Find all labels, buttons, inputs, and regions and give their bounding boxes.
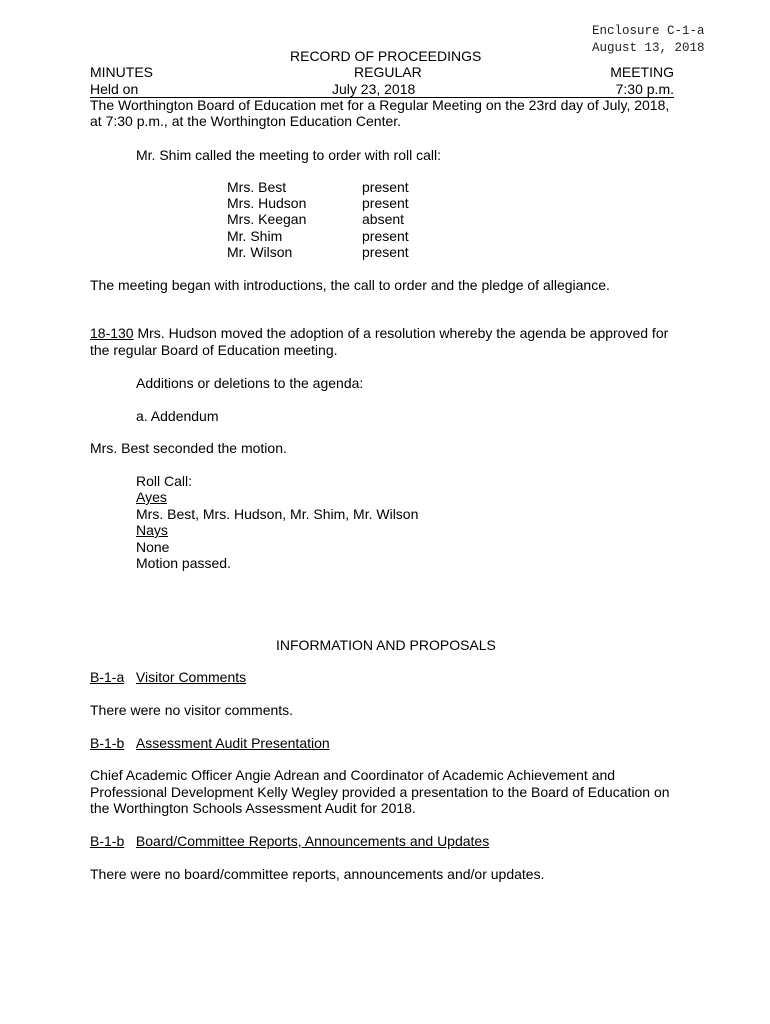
item-text: Chief Academic Officer Angie Adrean and Coordinator of Academic Achievement and bbox=[90, 767, 616, 783]
header-meeting: MEETING bbox=[610, 64, 674, 80]
attendance-name: Mr. Shim bbox=[227, 228, 283, 244]
item-text: There were no visitor comments. bbox=[90, 702, 294, 718]
item-heading bbox=[90, 669, 246, 685]
item-text: the Worthington Schools Assessment Audit for 2018. bbox=[90, 800, 416, 816]
item-heading bbox=[90, 735, 330, 751]
enclosure-label: Enclosure C-1-a bbox=[592, 24, 705, 38]
item-code: B-1-b bbox=[90, 735, 125, 751]
item-title: Visitor Comments bbox=[135, 669, 247, 685]
held-on-label: Held on bbox=[90, 81, 139, 97]
ayes-label: Ayes bbox=[136, 489, 167, 505]
seconded-text: Mrs. Best seconded the motion. bbox=[90, 440, 287, 456]
intro-line-2: at 7:30 p.m., at the Worthington Education Center. bbox=[90, 113, 402, 129]
attendance-name: Mr. Wilson bbox=[227, 244, 293, 260]
meeting-began-text: The meeting began with introductions, the call to order and the pledge of allegiance. bbox=[90, 277, 610, 293]
attendance-name: Mrs. Hudson bbox=[227, 195, 307, 211]
enclosure-date: August 13, 2018 bbox=[592, 41, 705, 55]
ayes-list: Mrs. Best, Mrs. Hudson, Mr. Shim, Mr. Wilson bbox=[136, 506, 419, 522]
resolution-text: Mrs. Hudson moved the adoption of a resolution whereby the agenda be approved for bbox=[133, 325, 669, 341]
section-title: INFORMATION AND PROPOSALS bbox=[276, 637, 496, 653]
attendance-name: Mrs. Best bbox=[227, 179, 287, 195]
item-title: Assessment Audit Presentation bbox=[135, 735, 330, 751]
agenda-additions: Additions or deletions to the agenda: bbox=[136, 375, 364, 391]
item-title: Board/Committee Reports, Announcements and Updates bbox=[135, 833, 490, 849]
header-regular: REGULAR bbox=[354, 64, 422, 80]
resolution-line-2: the regular Board of Education meeting. bbox=[90, 342, 338, 358]
item-code: B-1-b bbox=[90, 833, 125, 849]
nays-label: Nays bbox=[136, 522, 168, 538]
motion-result: Motion passed. bbox=[136, 555, 231, 571]
header-minutes: MINUTES bbox=[90, 64, 153, 80]
meeting-date: July 23, 2018 bbox=[332, 81, 416, 97]
page-title: RECORD OF PROCEEDINGS bbox=[290, 48, 482, 64]
attendance-status: present bbox=[362, 244, 409, 260]
meeting-time: 7:30 p.m. bbox=[615, 81, 674, 97]
roll-call-intro: Mr. Shim called the meeting to order with roll call: bbox=[136, 147, 442, 163]
held-on-row bbox=[90, 81, 674, 98]
item-text: Professional Development Kelly Wegley provided a presentation to the Board of Education on bbox=[90, 784, 670, 800]
attendance-status: present bbox=[362, 179, 409, 195]
item-code: B-1-a bbox=[90, 669, 125, 685]
attendance-status: present bbox=[362, 195, 409, 211]
agenda-item-a: a. Addendum bbox=[136, 408, 219, 424]
attendance-status: present bbox=[362, 228, 409, 244]
resolution-line-1 bbox=[90, 325, 668, 341]
resolution-number: 18-130 bbox=[90, 325, 134, 341]
nays-list: None bbox=[136, 539, 170, 555]
item-heading bbox=[90, 833, 489, 849]
attendance-status: absent bbox=[362, 211, 405, 227]
intro-line-1: The Worthington Board of Education met for a Regular Meeting on the 23rd day of July, 2018, bbox=[90, 97, 670, 113]
roll-call-label: Roll Call: bbox=[136, 473, 193, 489]
attendance-name: Mrs. Keegan bbox=[227, 211, 307, 227]
item-text: There were no board/committee reports, announcements and/or updates. bbox=[90, 866, 545, 882]
